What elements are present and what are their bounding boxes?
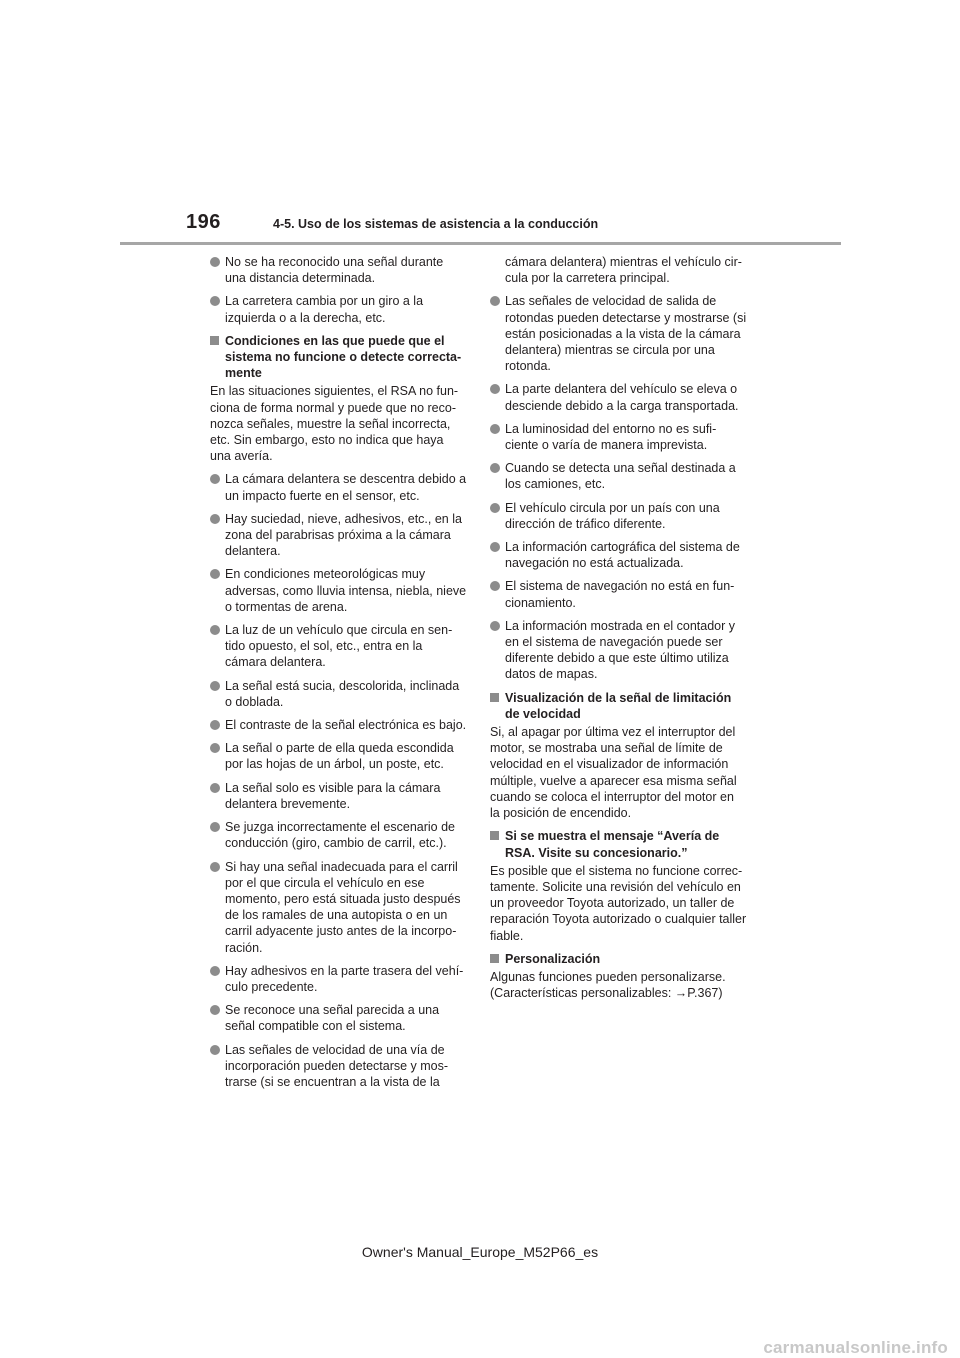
- bullet-text: Las señales de velocidad de una vía de incorporación pueden detectarse y mos-trarse (si se encuentran a la vista de la: [225, 1042, 449, 1089]
- subsection-heading: [490, 951, 747, 967]
- bullet-icon: [490, 503, 500, 513]
- section-title: 4-5. Uso de los sistemas de asistencia a la conducción: [273, 217, 599, 231]
- bullet-icon: [210, 1045, 220, 1055]
- left-column: [210, 254, 467, 1097]
- subsection-heading: [210, 333, 467, 382]
- subsection-heading: [490, 690, 747, 722]
- bullet-icon: [210, 625, 220, 635]
- heading-text: Si se muestra el mensaje “Avería de RSA. Visite su concesionario.”: [505, 829, 720, 860]
- bullet-text: La señal o parte de ella queda escondida por las hojas de un árbol, un poste, etc.: [225, 741, 454, 772]
- bullet-text: Cuando se detecta una señal destinada a los camiones, etc.: [505, 461, 736, 492]
- bullet-text: Si hay una señal inadecuada para el carril por el que circula el vehículo en ese momento, pero está situada justo después de los ramales de una autopista o en un carril adyacente justo antes de la incorpo-ración.: [225, 859, 461, 955]
- bullet-item: [490, 618, 747, 683]
- bullet-item: [210, 780, 467, 812]
- bullet-item: [210, 740, 467, 772]
- footer-manual-id: Owner's Manual_Europe_M52P66_es: [361, 1244, 599, 1260]
- bullet-item: [210, 511, 467, 560]
- bullet-text: Hay adhesivos en la parte trasera del vehí-culo precedente.: [225, 963, 464, 994]
- bullet-item: [490, 539, 747, 571]
- bullet-text: Se reconoce una señal parecida a una señal compatible con el sistema.: [225, 1003, 440, 1034]
- bullet-item: [210, 717, 467, 733]
- bullet-continuation: cámara delantera) mientras el vehículo cir-cula por la carretera principal.: [505, 255, 742, 286]
- bullet-icon: [210, 1005, 220, 1015]
- bullet-text: El vehículo circula por un país con una dirección de tráfico diferente.: [505, 500, 720, 531]
- bullet-icon: [210, 257, 220, 267]
- header-divider: [120, 242, 841, 245]
- paragraph: En las situaciones siguientes, el RSA no fun-ciona de forma normal y puede que no reco-nozca señales, muestre la señal incorrecta, etc. Sin embargo, esto no indica que haya una avería.: [210, 384, 459, 464]
- bullet-item: [210, 566, 467, 615]
- bullet-item: [490, 578, 747, 610]
- bullet-item: [210, 293, 467, 325]
- bullet-icon: [210, 743, 220, 753]
- bullet-icon: [490, 581, 500, 591]
- bullet-icon: [210, 681, 220, 691]
- bullet-item: [490, 293, 747, 374]
- bullet-text: En condiciones meteorológicas muy adversas, como lluvia intensa, niebla, nieve o tormentas de arena.: [225, 567, 467, 614]
- bullet-icon: [490, 384, 500, 394]
- heading-text: Visualización de la señal de limitación de velocidad: [505, 690, 732, 721]
- bullet-text: Se juzga incorrectamente el escenario de conducción (giro, cambio de carril, etc.).: [225, 820, 455, 851]
- bullet-icon: [490, 463, 500, 473]
- bullet-text: La luminosidad del entorno no es sufi-ciente o varía de manera imprevista.: [505, 421, 717, 453]
- bullet-item: [490, 421, 747, 453]
- bullet-icon: [210, 822, 220, 832]
- heading-text: Condiciones en las que puede que el sistema no funcione o detecte correcta-mente: [225, 333, 462, 381]
- bullet-icon: [210, 569, 220, 579]
- bullet-item: [210, 622, 467, 671]
- bullet-text: La parte delantera del vehículo se eleva o desciende debido a la carga transportada.: [505, 382, 739, 413]
- bullet-item: [490, 381, 747, 413]
- bullet-text: La carretera cambia por un giro a la izquierda o a la derecha, etc.: [225, 294, 424, 325]
- bullet-text: La información mostrada en el contador y en el sistema de navegación puede ser diferente debido a que este último utiliza datos de mapas.: [505, 618, 735, 682]
- bullet-text: La señal está sucia, descolorida, inclinada o doblada.: [225, 678, 460, 709]
- bullet-icon: [210, 720, 220, 730]
- subsection-heading: [490, 828, 747, 860]
- bullet-text: La cámara delantera se descentra debido a un impacto fuerte en el sensor, etc.: [225, 472, 467, 503]
- paragraph: Es posible que el sistema no funcione correc-tamente. Solicite una revisión del vehículo en un proveedor Toyota autorizado, un taller de reparación Toyota autorizado o cualquier taller fiable.: [490, 863, 747, 943]
- bullet-icon: [210, 296, 220, 306]
- bullet-text: La señal solo es visible para la cámara delantera brevemente.: [225, 780, 441, 811]
- square-bullet-icon: [490, 954, 499, 963]
- bullet-item: [210, 1002, 467, 1034]
- paragraph: Algunas funciones pueden personalizarse. (Características personalizables: →P.367): [490, 969, 726, 1001]
- bullet-icon: [210, 862, 220, 872]
- bullet-item: [210, 859, 467, 956]
- bullet-icon: [210, 514, 220, 524]
- square-bullet-icon: [490, 831, 499, 840]
- bullet-icon: [490, 542, 500, 552]
- bullet-icon: [210, 966, 220, 976]
- bullet-icon: [490, 424, 500, 434]
- bullet-icon: [490, 296, 500, 306]
- bullet-text: La luz de un vehículo que circula en sen-tido opuesto, el sol, etc., entra en la cámara delantera.: [225, 623, 453, 670]
- bullet-text: Hay suciedad, nieve, adhesivos, etc., en la zona del parabrisas próxima a la cámara delantera.: [225, 511, 462, 559]
- page-number: 196: [186, 211, 221, 233]
- bullet-item: [490, 460, 747, 492]
- bullet-item: [490, 500, 747, 532]
- bullet-item: [210, 471, 467, 503]
- bullet-icon: [490, 621, 500, 631]
- bullet-item: [210, 819, 467, 851]
- heading-text: Personalización: [505, 951, 601, 966]
- bullet-item: [210, 254, 467, 286]
- bullet-text: La información cartográfica del sistema de navegación no está actualizada.: [505, 540, 740, 571]
- bullet-item: [210, 678, 467, 710]
- bullet-text: No se ha reconocido una señal durante una distancia determinada.: [225, 255, 444, 286]
- bullet-icon: [210, 783, 220, 793]
- bullet-text: Las señales de velocidad de salida de rotondas pueden detectarse y mostrarse (si están posicionadas a la vista de la cámara delantera) mientras se circula por una rotonda.: [505, 294, 747, 374]
- bullet-item: [210, 1042, 467, 1091]
- right-column: [490, 254, 747, 1008]
- bullet-icon: [210, 474, 220, 484]
- bullet-item: [210, 963, 467, 995]
- square-bullet-icon: [210, 336, 219, 345]
- bullet-text: El contraste de la señal electrónica es bajo.: [225, 718, 467, 733]
- bullet-text: El sistema de navegación no está en fun-cionamiento.: [505, 579, 735, 610]
- paragraph: Si, al apagar por última vez el interruptor del motor, se mostraba una señal de límite de velocidad en el visualizador de información múltiple, vuelve a aparecer esa misma señal cuando se coloca el interruptor del motor en la posición de encendido.: [490, 725, 737, 821]
- watermark: carmanualsonline.info: [763, 1338, 948, 1357]
- square-bullet-icon: [490, 693, 499, 702]
